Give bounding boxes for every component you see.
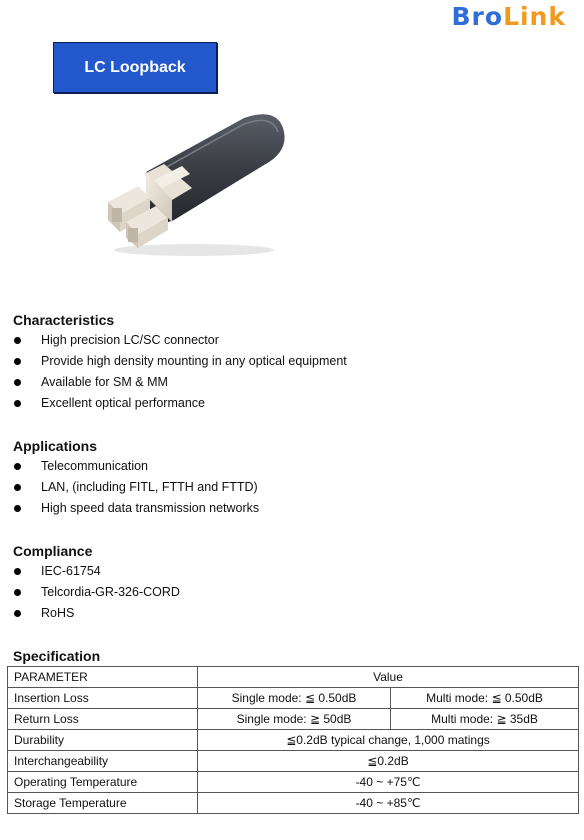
list-item bbox=[13, 330, 573, 351]
list-item bbox=[13, 498, 573, 519]
applications-section bbox=[13, 436, 573, 519]
list-item-text: Excellent optical performance bbox=[41, 396, 205, 410]
list-item bbox=[13, 351, 573, 372]
list-item-text: Telcordia-GR-326-CORD bbox=[41, 585, 180, 599]
value-cell: ≦0.2dB typical change, 1,000 matings bbox=[198, 730, 579, 751]
list-item bbox=[13, 603, 573, 624]
bullet-icon bbox=[14, 610, 21, 617]
bullet-icon bbox=[14, 505, 21, 512]
table-row bbox=[8, 772, 579, 793]
table-row bbox=[8, 793, 579, 814]
applications-heading: Applications bbox=[13, 438, 98, 454]
table-row bbox=[8, 730, 579, 751]
list-item bbox=[13, 582, 573, 603]
list-item-text: LAN, (including FITL, FTTH and FTTD) bbox=[41, 480, 258, 494]
list-item-text: Telecommunication bbox=[41, 459, 148, 473]
bullet-icon bbox=[14, 463, 21, 470]
product-title: LC Loopback bbox=[84, 58, 186, 76]
bullet-icon bbox=[14, 358, 21, 365]
param-cell: Operating Temperature bbox=[8, 772, 198, 793]
list-item bbox=[13, 456, 573, 477]
header-parameter: PARAMETER bbox=[8, 667, 198, 688]
list-item-text: High speed data transmission networks bbox=[41, 501, 260, 515]
brand-logo bbox=[452, 2, 567, 32]
param-cell: Durability bbox=[8, 730, 198, 751]
product-image bbox=[94, 110, 294, 260]
product-title-box bbox=[53, 42, 217, 93]
param-cell: Storage Temperature bbox=[8, 793, 198, 814]
applications-list bbox=[13, 456, 573, 519]
table-header-row bbox=[8, 667, 579, 688]
bullet-icon bbox=[14, 400, 21, 407]
logo-part-bro: Bro bbox=[451, 2, 504, 31]
bullet-icon bbox=[14, 484, 21, 491]
bullet-icon bbox=[14, 568, 21, 575]
compliance-heading: Compliance bbox=[13, 543, 93, 559]
param-cell: Interchangeability bbox=[8, 751, 198, 772]
specification-section bbox=[13, 646, 573, 666]
list-item-text: High precision LC/SC connector bbox=[41, 333, 219, 347]
bullet-icon bbox=[14, 379, 21, 386]
table-row bbox=[8, 709, 579, 730]
header-value: Value bbox=[198, 667, 579, 688]
specification-table bbox=[7, 666, 579, 814]
single-mode-cell: Single mode: ≧ 50dB bbox=[198, 709, 391, 730]
param-cell: Return Loss bbox=[8, 709, 198, 730]
list-item-text: Provide high density mounting in any optical equipment bbox=[41, 354, 347, 368]
multi-mode-cell: Multi mode: ≧ 35dB bbox=[391, 709, 579, 730]
list-item bbox=[13, 477, 573, 498]
value-cell: -40 ~ +75℃ bbox=[198, 772, 579, 793]
characteristics-list bbox=[13, 330, 573, 414]
logo-part-link: Link bbox=[503, 2, 566, 31]
value-cell: -40 ~ +85℃ bbox=[198, 793, 579, 814]
list-item bbox=[13, 561, 573, 582]
compliance-list bbox=[13, 561, 573, 624]
characteristics-section bbox=[13, 310, 573, 414]
multi-mode-cell: Multi mode: ≦ 0.50dB bbox=[391, 688, 579, 709]
list-item-text: IEC-61754 bbox=[41, 564, 101, 578]
list-item-text: RoHS bbox=[41, 606, 75, 620]
bullet-icon bbox=[14, 337, 21, 344]
list-item-text: Available for SM & MM bbox=[41, 375, 168, 389]
list-item bbox=[13, 393, 573, 414]
value-cell: ≦0.2dB bbox=[198, 751, 579, 772]
compliance-section bbox=[13, 541, 573, 624]
characteristics-heading: Characteristics bbox=[13, 312, 115, 328]
bullet-icon bbox=[14, 589, 21, 596]
specification-heading: Specification bbox=[13, 648, 101, 664]
list-item bbox=[13, 372, 573, 393]
param-cell: Insertion Loss bbox=[8, 688, 198, 709]
table-row bbox=[8, 751, 579, 772]
single-mode-cell: Single mode: ≦ 0.50dB bbox=[198, 688, 391, 709]
table-row bbox=[8, 688, 579, 709]
